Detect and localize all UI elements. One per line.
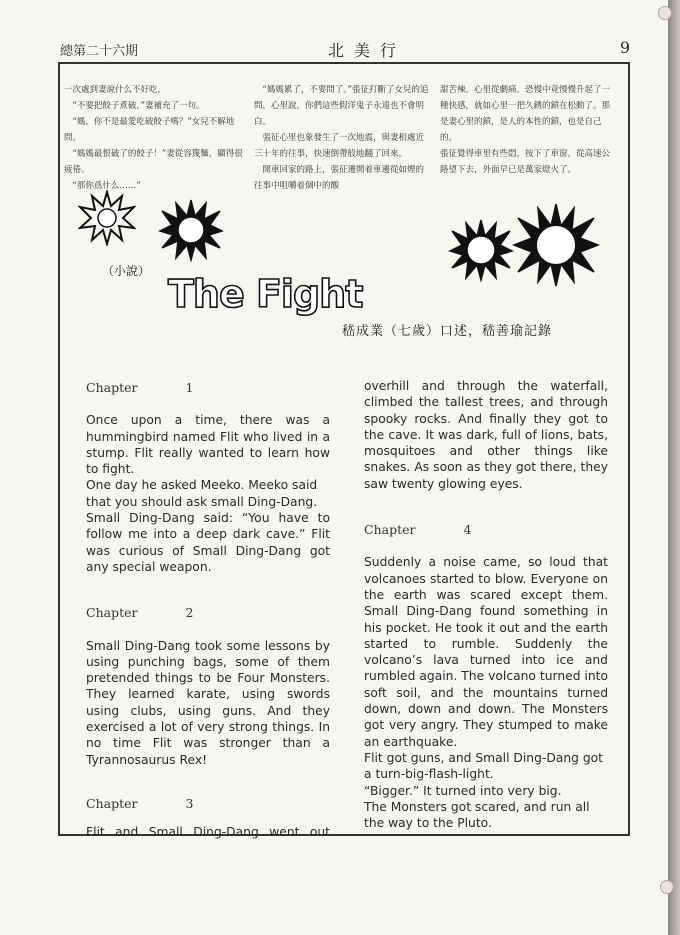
chinese-paragraph: “不要把餃子煮破，”妻補充了一句。	[64, 101, 205, 111]
chapter-heading	[86, 605, 330, 621]
story-paragraph: overhill and through the waterfall, climbed the tallest trees, and through spooky rocks. And finally they got to the cave. It was dark, full of lions, bats, mosquitoes and other things like snakes. As soon as they got there, they saw twenty glowing eyes.	[364, 379, 608, 491]
chinese-paragraph: 張征心里也象發生了一次地震，與妻相處近三十年的往事，快速倒帶般地翻了回來。	[254, 133, 425, 159]
story-column-right	[364, 378, 608, 831]
explosion-icon	[78, 190, 136, 246]
story-paragraph: Suddenly a noise came, so loud that volcanoes started to blow. Everyone on the earth was scared except them. Small Ding-Dang found something in his pocket. He took it out and the earth started to rumble. Suddenly the volcano’s lava turned into ice and rumbled again. The volcano turned into soft soil, and the mountains turned down, down and down. The Monsters got very angry. They stumped to make an earthquake.	[364, 555, 608, 749]
story-paragraph: “Bigger.” It turned into very big.	[364, 783, 562, 798]
chapter-label: Chapter	[364, 522, 416, 538]
page-header	[60, 38, 630, 60]
story-paragraph: Once upon a time, there was a hummingbird named Flit who lived in a stump. Flit really wanted to learn how to fight.	[86, 413, 330, 477]
story-paragraph: Small Ding-Dang said: “You have to follow me into a deep dark cave.” Flit was curious of Small Ding-Dang got any special weapon.	[86, 511, 330, 574]
chapter-heading	[86, 380, 330, 396]
story-byline: 嵇成業（七歲）口述，嵇善瑜記錄	[342, 324, 553, 339]
story-column-left	[86, 380, 330, 841]
chinese-column-3	[440, 82, 618, 178]
chapter-number: 3	[185, 795, 194, 811]
chapter-label: Chapter	[86, 795, 138, 811]
chapter-heading	[86, 796, 330, 812]
chinese-paragraph: 張征覺得車里有些悶，按下了車窗，從高速公路望下去，外面早已是萬家燈火了。	[440, 149, 611, 175]
chinese-paragraph: 一次處到妻說什么不好吃，	[64, 85, 167, 95]
story-paragraph: Flit and Small Ding-Dang went out	[86, 825, 330, 840]
chinese-column-1	[64, 82, 244, 194]
chapter-number: 4	[463, 522, 472, 538]
binding-hole	[658, 6, 672, 20]
chinese-paragraph: “媽媽最恨破了的餃子！”妻從容篾麵，顯得很疲倦。	[64, 149, 243, 175]
chapter-number: 2	[185, 605, 194, 621]
page-number: 9	[619, 38, 630, 57]
issue-label: 總第二十六期	[60, 44, 139, 59]
chinese-paragraph: “那你爲什么……”	[64, 181, 141, 191]
explosion-icon	[448, 218, 514, 282]
chinese-paragraph: 甜苦辣。心里從劇痛，恐慢中竟慢慢升起了一種快感，就如心里一把久銹的鎖在松動了。那是妻心里的鎖，是人的本性的鎖，也是自己的。	[440, 85, 611, 143]
chinese-paragraph: “媽，你不是最愛吃破餃子嗎？”女兒不解地問。	[64, 117, 235, 143]
explosion-icon	[512, 202, 600, 288]
page-edge-shadow	[668, 0, 680, 935]
explosion-icon	[158, 198, 224, 262]
genre-tag: （小說）	[102, 264, 151, 278]
story-paragraph: Small Ding-Dang took some lessons by using punching bags, some of them pretended things to be Four Monsters. They learned karate, using swords using clubs, using guns. And they exercised a lot of very strong things. In no time Flit was stronger than a Tyrannosaurus Rex!	[86, 638, 330, 767]
chapter-label: Chapter	[86, 605, 138, 621]
story-paragraph: The Monsters got scared, and run all the way to the Pluto.	[364, 799, 590, 831]
story-title: The Fight	[168, 272, 363, 316]
chapter-heading	[364, 522, 608, 538]
chapter-label: Chapter	[86, 380, 138, 395]
binding-hole	[660, 880, 674, 894]
publication-title: 北美行	[328, 41, 407, 60]
chapter-number: 1	[185, 380, 194, 395]
story-paragraph: Flit got guns, and Small Ding-Dang got a turn-big-flash-light.	[364, 750, 604, 782]
chinese-paragraph: “媽媽累了，不要問了。”張征打斷了女兒的追問，心里說，你們這些假洋鬼子永遠也不會明白。	[254, 85, 429, 127]
chinese-paragraph: 開車回家的路上，張征邊開着車邊從如煙的往事中咀嚼着個中的酸	[254, 165, 425, 191]
chinese-column-2	[254, 82, 430, 194]
story-paragraph: One day he asked Meeko. Meeko said that you should ask small Ding-Dang.	[86, 478, 318, 509]
